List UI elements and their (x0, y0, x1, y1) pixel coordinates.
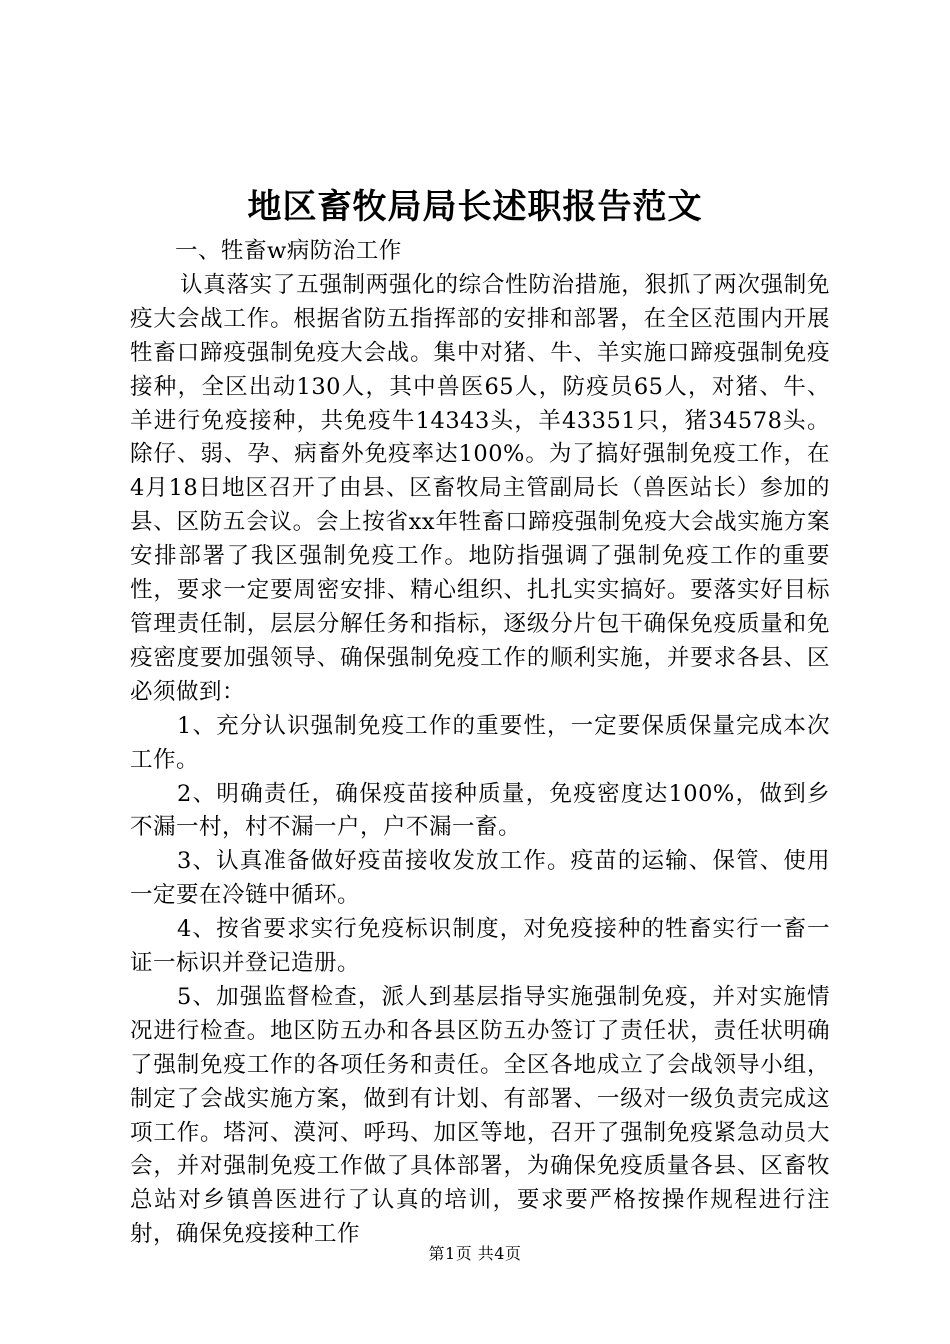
list-item: 2、明确责任，确保疫苗接种质量，免疫密度达100%，做到乡不漏一村，村不漏一户，户不漏一畜。 (130, 780, 830, 841)
document-body (130, 235, 830, 1252)
list-item: 1、充分认识强制免疫工作的重要性，一定要保质保量完成本次工作。 (130, 712, 830, 773)
list-item: 3、认真准备做好疫苗接收发放工作。疫苗的运输、保管、使用一定要在冷链中循环。 (130, 848, 830, 909)
list-item: 5、加强监督检查，派人到基层指导实施强制免疫，并对实施情况进行检查。地区防五办和各县区防五办签订了责任状，责任状明确了强制免疫工作的各项任务和责任。全区各地成立了会战领导小组，制定了会战实施方案，做到有计划、有部署、一级对一级负责完成这项工作。塔河、漠河、呼玛、加区等地，召开了强制免疫紧急动员大会，并对强制免疫工作做了具体部署，为确保免疫质量各县、区畜牧总站对乡镇兽医进行了认真的培训，要求要严格按操作规程进行注射，确保免疫接种工作 (130, 983, 830, 1248)
body-paragraph: 认真落实了五强制两强化的综合性防治措施，狠抓了两次强制免疫大会战工作。根据省防五指挥部的安排和部署，在全区范围内开展牲畜口蹄疫强制免疫大会战。集中对猪、牛、羊实施口蹄疫强制免疫接种，全区出动130人，其中兽医65人，防疫员65人，对猪、牛、羊进行免疫接种，共免疫牛14343头，羊43351只，猪34578头。除仔、弱、孕、病畜外免疫率达100%。为了搞好强制免疫工作，在4月18日地区召开了由县、区畜牧局主管副局长（兽医站长）参加的县、区防五会议。会上按省xx年牲畜口蹄疫强制免疫大会战实施方案安排部署了我区强制免疫工作。地防指强调了强制免疫工作的重要性，要求一定要周密安排、精心组织、扎扎实实搞好。要落实好目标管理责任制，层层分解任务和指标，逐级分片包干确保免疫质量和免疫密度要加强领导、确保强制免疫工作的顺利实施，并要求各县、区必须做到： (130, 271, 830, 705)
document-title: 地区畜牧局局长述职报告范文 (247, 187, 703, 227)
list-item: 4、按省要求实行免疫标识制度，对免疫接种的牲畜实行一畜一证一标识并登记造册。 (130, 916, 830, 977)
page-footer: 第1页 共4页 (428, 1244, 522, 1263)
section-heading: 一、牲畜w病防治工作 (175, 238, 402, 264)
